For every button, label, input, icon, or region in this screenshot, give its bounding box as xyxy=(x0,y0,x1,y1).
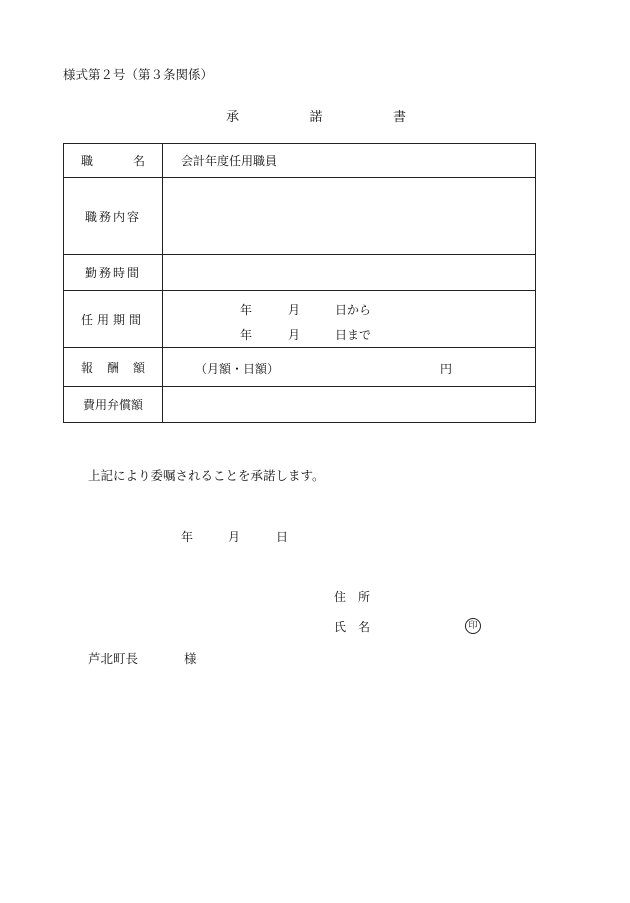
addressee-honorific: 様 xyxy=(183,651,197,666)
expense-value[interactable] xyxy=(163,387,536,423)
consent-form-table xyxy=(63,143,536,423)
title-char: 承 xyxy=(226,110,240,125)
title-char: 諾 xyxy=(309,110,323,125)
name-field[interactable]: 氏 名 xyxy=(334,620,371,634)
signature-date[interactable]: 年 月 日 xyxy=(181,530,289,544)
expense-label: 費用弁償額 xyxy=(64,387,163,423)
row-duties xyxy=(64,178,536,255)
seal-mark: 印 xyxy=(465,618,481,634)
hours-label: 勤務時間 xyxy=(64,255,163,291)
period-to: 年 月 日まで xyxy=(240,328,372,342)
row-expense xyxy=(64,387,536,423)
duties-label: 職務内容 xyxy=(64,178,163,255)
duties-value[interactable] xyxy=(163,178,536,255)
row-hours xyxy=(64,255,536,291)
period-from: 年 月 日から xyxy=(240,303,372,317)
period-label: 任用期間 xyxy=(64,291,163,348)
address-field[interactable]: 住 所 xyxy=(334,590,371,604)
consent-statement: 上記により委嘱されることを承諾します。 xyxy=(88,468,325,483)
addressee-mayor: 芦北町長 xyxy=(88,651,139,666)
addressee xyxy=(88,649,197,667)
row-reward xyxy=(64,348,536,387)
title-char: 書 xyxy=(392,110,406,125)
reward-unit: 円 xyxy=(440,362,453,376)
period-value[interactable] xyxy=(163,291,536,348)
row-position xyxy=(64,144,536,178)
position-value[interactable]: 会計年度任用職員 xyxy=(163,144,536,178)
reward-label: 報 酬 額 xyxy=(64,348,163,387)
document-title xyxy=(226,106,406,125)
form-number: 様式第２号（第３条関係） xyxy=(63,67,214,82)
row-period xyxy=(64,291,536,348)
reward-basis: （月額・日額） xyxy=(195,362,280,376)
reward-value[interactable] xyxy=(163,348,536,387)
hours-value[interactable] xyxy=(163,255,536,291)
position-label: 職 名 xyxy=(64,144,163,178)
